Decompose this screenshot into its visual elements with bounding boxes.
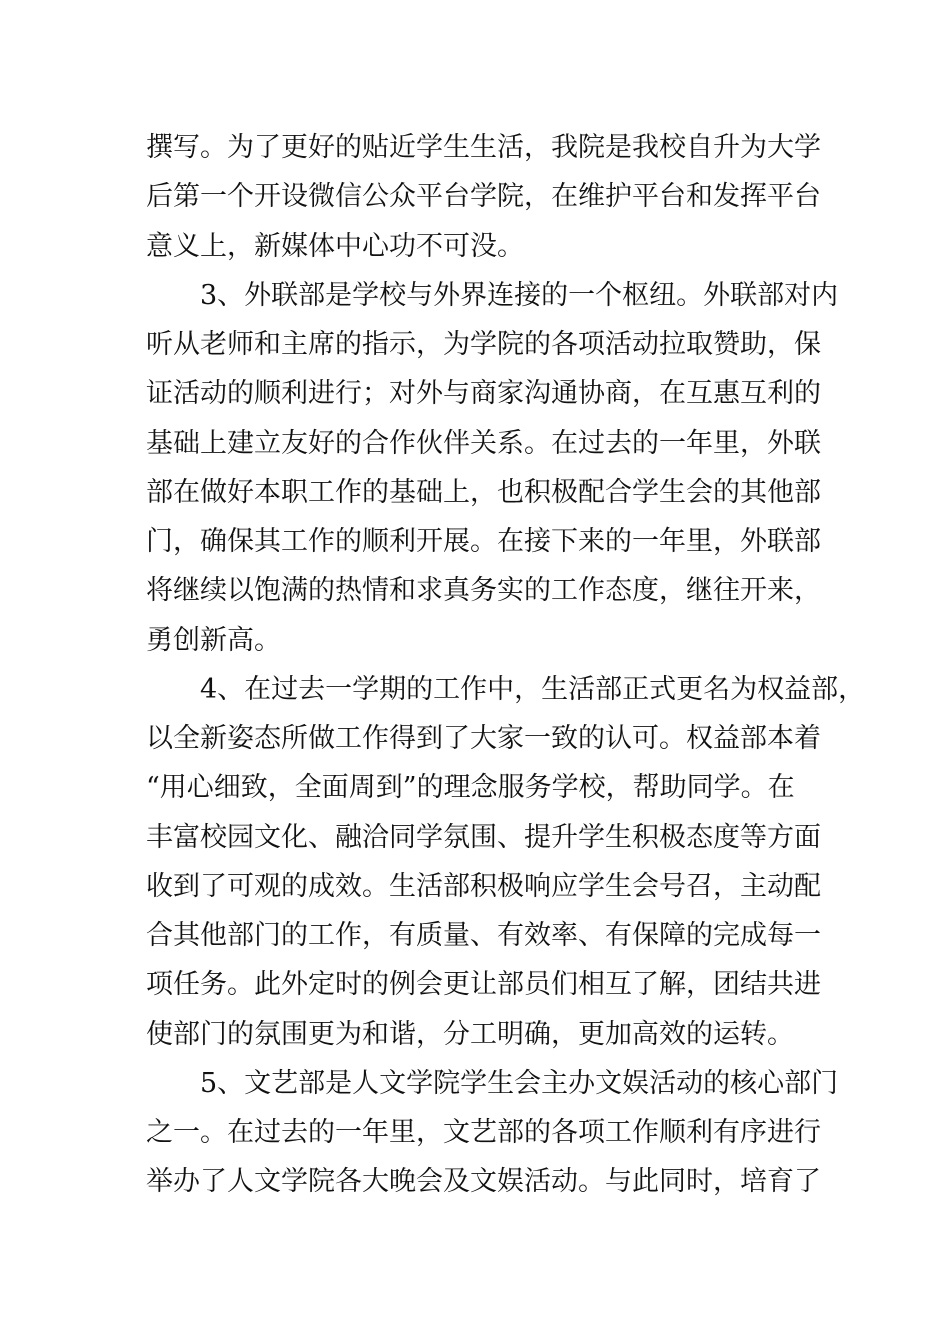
text-line: “用心细致，全面周到”的理念服务学校，帮助同学。在: [146, 772, 795, 804]
text-line: 后第一个开设微信公众平台学院，在维护平台和发挥平台: [146, 181, 821, 213]
text-line: 听从老师和主席的指示，为学院的各项活动拉取赞助，保: [146, 329, 821, 360]
text-line: 证活动的顺利进行；对外与商家沟通协商，在互惠互利的: [146, 378, 821, 410]
text-line: 使部门的氛围更为和谐，分工明确，更加高效的运转。: [146, 1018, 794, 1050]
text-line: 勇创新高。: [146, 624, 281, 656]
body-text: [146, 123, 866, 1207]
text-line: 门，确保其工作的顺利开展。在接下来的一年里，外联部: [146, 526, 821, 557]
text-line: 收到了可观的成效。生活部积极响应学生会号召，主动配: [146, 870, 821, 902]
text-line: 丰富校园文化、融洽同学氛围、提升学生积极态度等方面: [146, 821, 821, 853]
text-line: 3、外联部是学校与外界连接的一个枢纽。外联部对内: [200, 279, 839, 311]
text-line: 之一。在过去的一年里，文艺部的各项工作顺利有序进行: [146, 1117, 821, 1148]
text-line: 合其他部门的工作，有质量、有效率、有保障的完成每一: [146, 920, 821, 951]
text-line: 项任务。此外定时的例会更让部员们相互了解，团结共进: [146, 969, 821, 1001]
text-line: 部在做好本职工作的基础上，也积极配合学生会的其他部: [146, 476, 821, 508]
text-line: 4、在过去一学期的工作中，生活部正式更名为权益部，: [200, 673, 866, 705]
text-line: 撰写。为了更好的贴近学生生活，我院是我校自升为大学: [146, 132, 821, 163]
text-line: 将继续以饱满的热情和求真务实的工作态度，继往开来，: [146, 575, 821, 607]
text-line: 5、文艺部是人文学院学生会主办文娱活动的核心部门: [200, 1067, 839, 1099]
text-line: 基础上建立友好的合作伙伴关系。在过去的一年里，外联: [146, 427, 821, 459]
text-line: 举办了人文学院各大晚会及文娱活动。与此同时，培育了: [146, 1166, 821, 1198]
text-line: 以全新姿态所做工作得到了大家一致的认可。权益部本着: [146, 723, 821, 754]
text-line: 意义上，新媒体中心功不可没。: [146, 230, 524, 262]
